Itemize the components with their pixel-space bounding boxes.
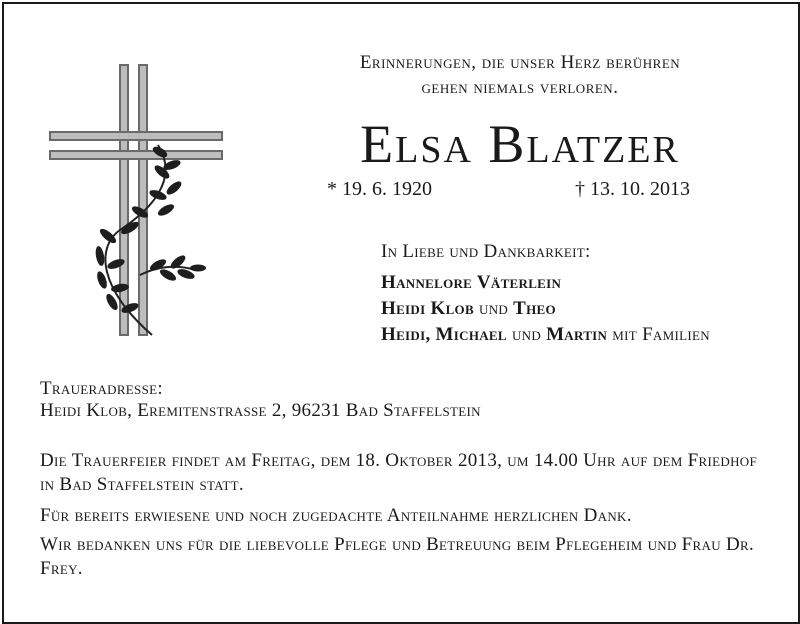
motto-line-2: gehen niemals verloren. [421,77,619,98]
mourner-conjunction: und [473,298,514,319]
cross-icon [40,60,240,340]
mourners-list [381,270,710,348]
mourner-line-2 [381,296,710,322]
birth-date: * 19. 6. 1920 [327,178,432,200]
mourner-name: Hannelore Väterlein [381,272,562,293]
care-paragraph: Wir bedanken uns für die liebevolle Pflege und Betreuung beim Pflegeheim und Frau Dr. Frey. [40,534,754,579]
laurel-branch-icon [94,145,206,335]
mourner-name: Theo [513,298,556,319]
thanks-paragraph: Für bereits erwiesene und noch zugedachte Anteilnahme herzlichen Dank. [40,505,632,526]
mourner-name: Heidi, Michael [381,324,507,345]
mourners-intro: In Liebe und Dankbarkeit: [381,241,591,262]
mourner-line-1 [381,270,710,296]
funeral-paragraph: Die Trauerfeier findet am Freitag, dem 18. Oktober 2013, um 14.00 Uhr auf dem Friedhof in Bad Staffelstein statt. [40,450,757,495]
motto [300,50,740,100]
address-value: Heidi Klob, Eremitenstrasse 2, 96231 Bad Staffelstein [40,400,481,421]
mourner-suffix: mit Familien [607,324,710,345]
address-label: Traueradresse: [40,378,163,399]
mourner-line-3 [381,322,710,348]
death-date: † 13. 10. 2013 [575,178,690,200]
motto-line-1: Erinnerungen, die unser Herz berühren [359,52,681,73]
deceased-name: Elsa Blatzer [360,114,680,174]
mourner-name: Martin [546,324,608,345]
mourner-conjunction: und [506,324,547,345]
mourner-name: Heidi Klob [381,298,474,319]
